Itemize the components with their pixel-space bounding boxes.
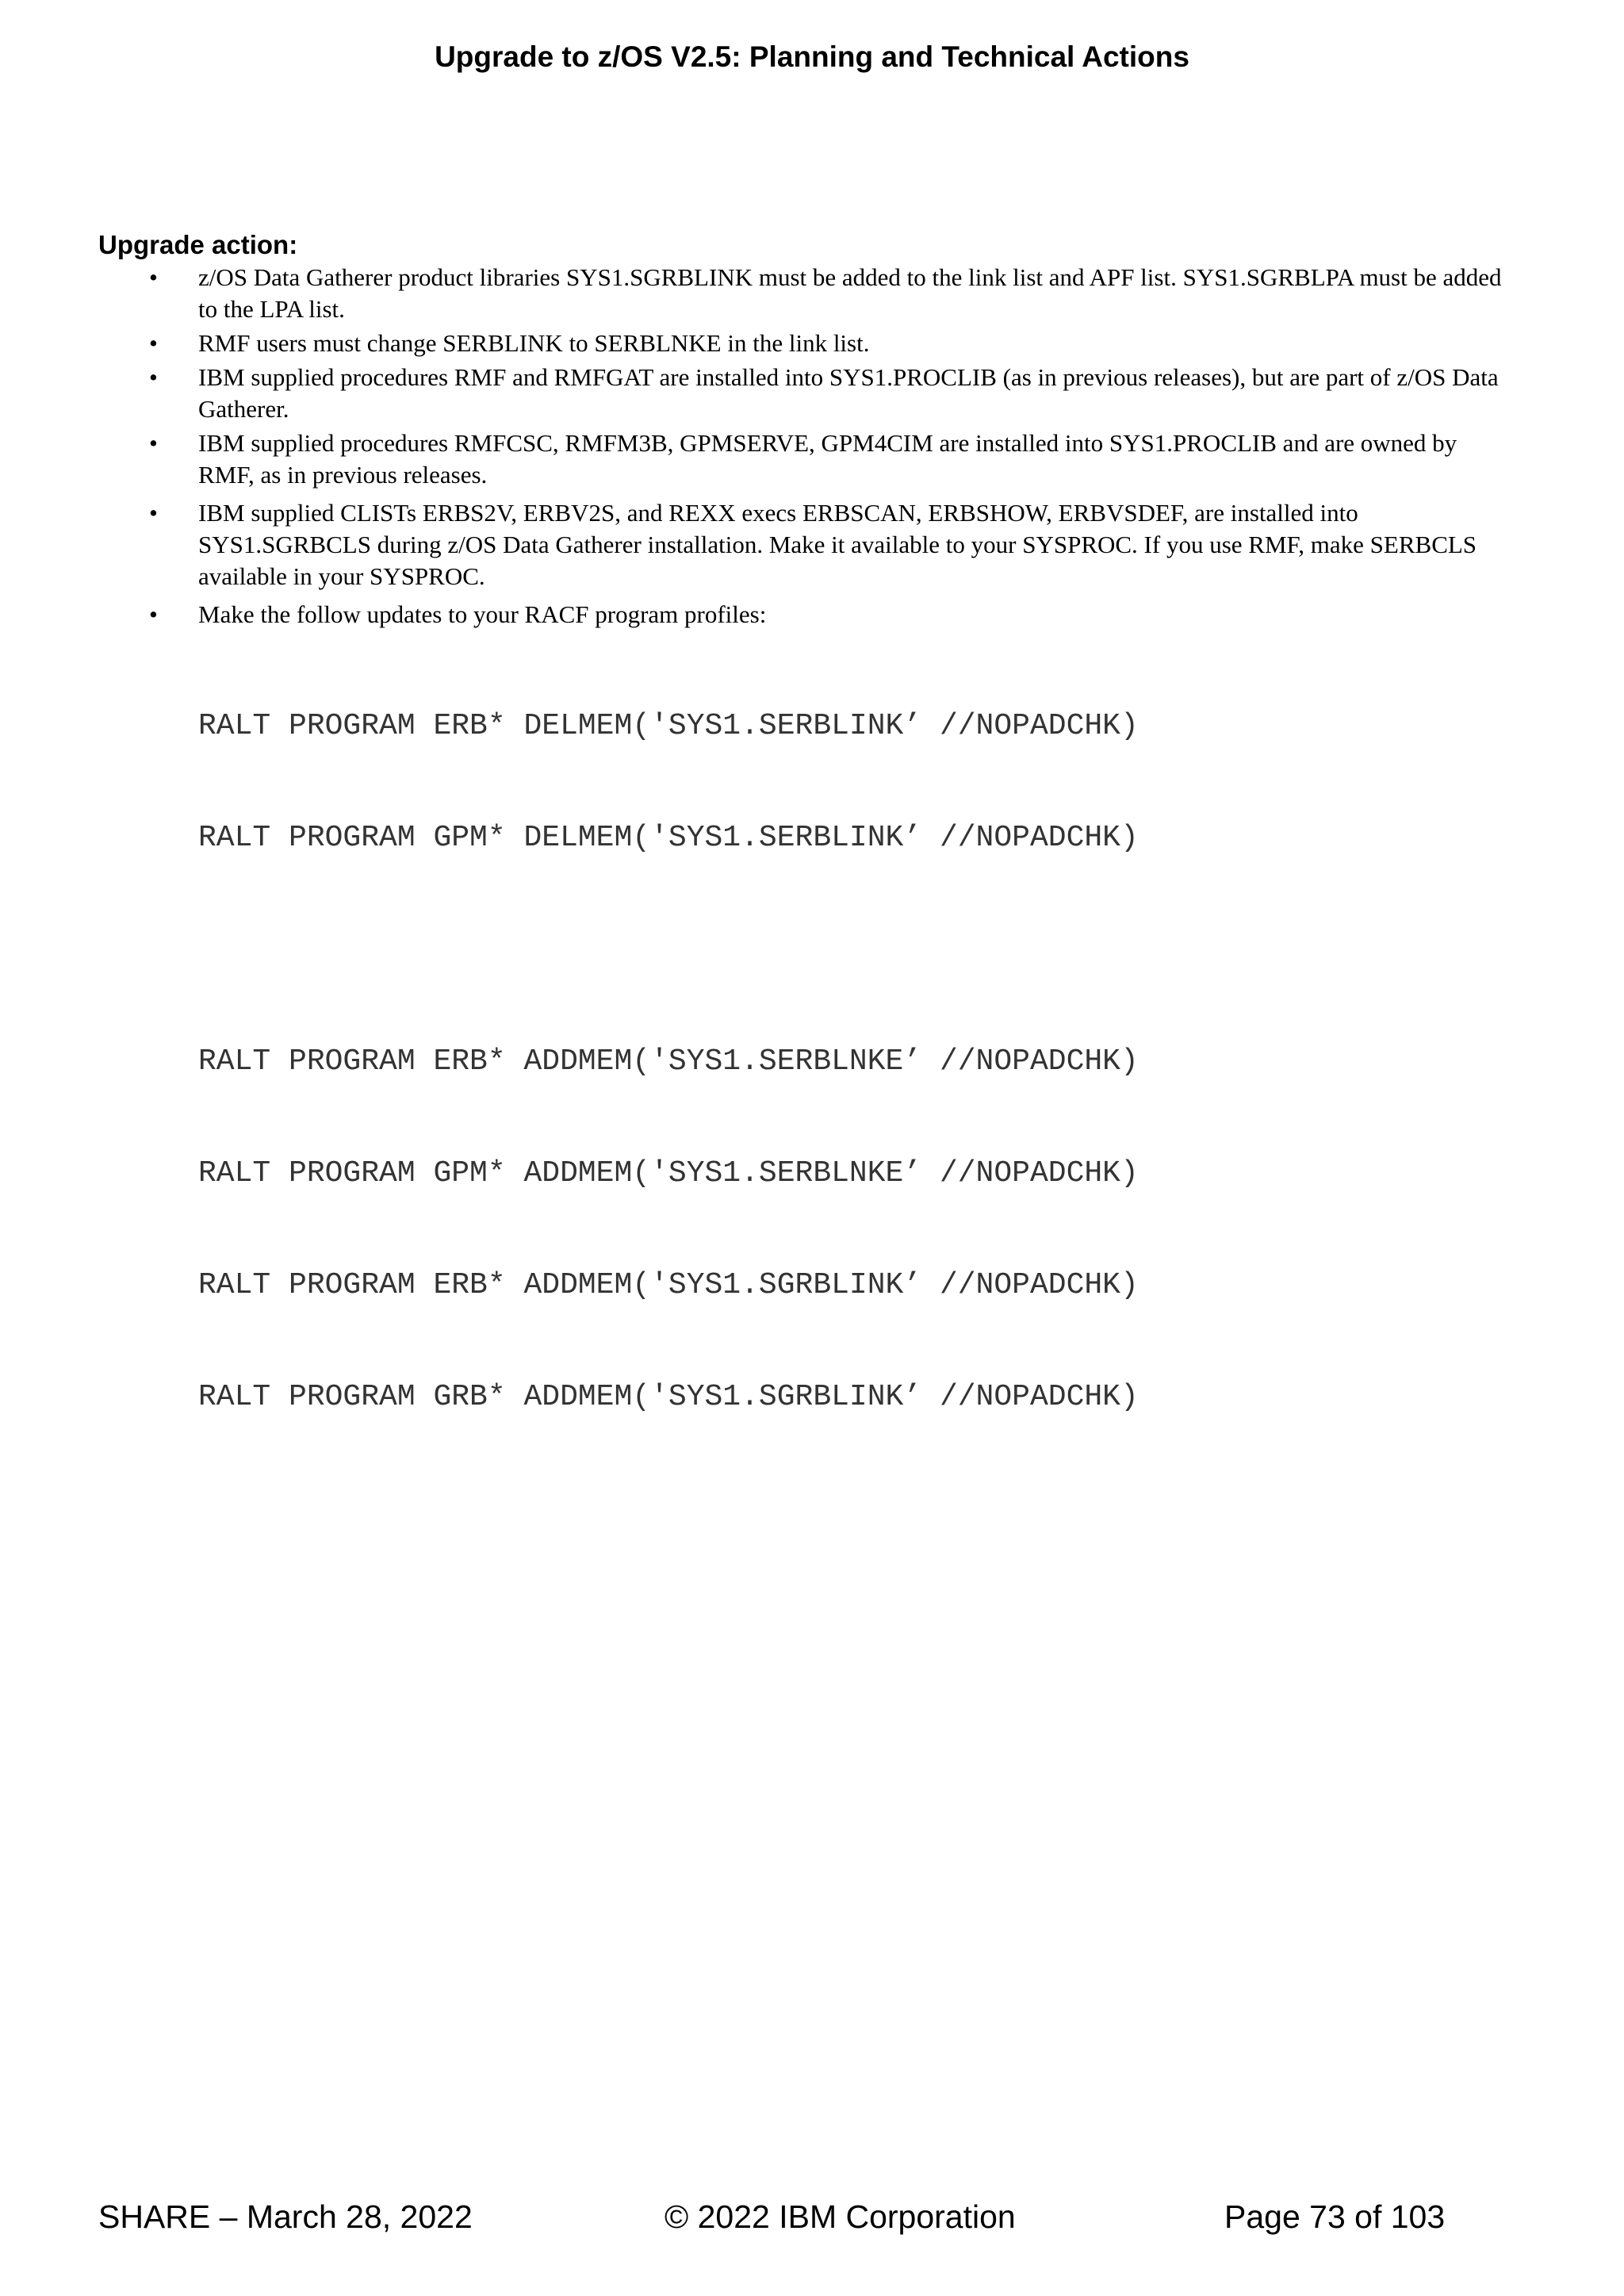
list-item [98,328,1518,359]
racf-command-block [98,633,1518,1490]
code-line: RALT PROGRAM GPM* DELMEM('SYS1.SERBLINK’ //NOPADCHK) [198,821,1139,855]
footer-event-date: SHARE – March 28, 2022 [98,2198,473,2235]
list-item [98,497,1518,592]
list-item-text: IBM supplied procedures RMFCSC, RMFM3B, GPMSERVE, GPM4CIM are installed into SYS1.PROCLIB and are owned by RMF, as in previous releases. [198,429,1457,489]
footer-page-number: Page 73 of 103 [1224,2198,1446,2235]
list-item [98,427,1518,491]
list-item [98,362,1518,425]
code-line: RALT PROGRAM ERB* DELMEM('SYS1.SERBLINK’ //NOPADCHK) [198,709,1139,743]
code-line: RALT PROGRAM ERB* ADDMEM('SYS1.SGRBLINK’ //NOPADCHK) [198,1268,1139,1302]
bullet-icon: • [149,600,158,628]
bullet-icon: • [149,363,158,391]
upgrade-action-list [98,262,1518,631]
code-line-blank [198,931,1518,968]
code-line: RALT PROGRAM GRB* ADDMEM('SYS1.SGRBLINK’ //NOPADCHK) [198,1380,1139,1414]
bullet-icon: • [149,263,158,291]
footer-copyright: © 2022 IBM Corporation [665,2198,1016,2235]
list-item [98,262,1518,325]
bullet-icon: • [149,429,158,457]
page-title: Upgrade to z/OS V2.5: Planning and Technical Actions [435,40,1189,73]
list-item [98,599,1518,631]
page-footer [98,2197,1526,2237]
document-body [98,228,1518,1490]
list-item-text: z/OS Data Gatherer product libraries SYS1.SGRBLINK must be added to the link list and APF list. SYS1.SGRBLPA must be added to the LPA list. [198,263,1502,323]
bullet-icon: • [149,329,158,357]
code-line: RALT PROGRAM ERB* ADDMEM('SYS1.SERBLNKE’ //NOPADCHK) [198,1045,1139,1079]
list-item-text: RMF users must change SERBLINK to SERBLNKE in the link list. [198,329,870,357]
section-heading: Upgrade action: [98,230,298,259]
code-line: RALT PROGRAM GPM* ADDMEM('SYS1.SERBLNKE’ //NOPADCHK) [198,1156,1139,1190]
bullet-icon: • [149,499,158,527]
list-item-text: Make the follow updates to your RACF program profiles: [198,600,767,628]
list-item-text: IBM supplied CLISTs ERBS2V, ERBV2S, and REXX execs ERBSCAN, ERBSHOW, ERBVSDEF, are installed into SYS1.SGRBCLS during z/OS Data Gatherer installation. Make it available to your SYSPROC. If you use RMF, make SERBCLS available in your SYSPROC. [198,499,1477,590]
list-item-text: IBM supplied procedures RMF and RMFGAT are installed into SYS1.PROCLIB (as in previous releases), but are part of z/OS Data Gatherer. [198,363,1499,423]
